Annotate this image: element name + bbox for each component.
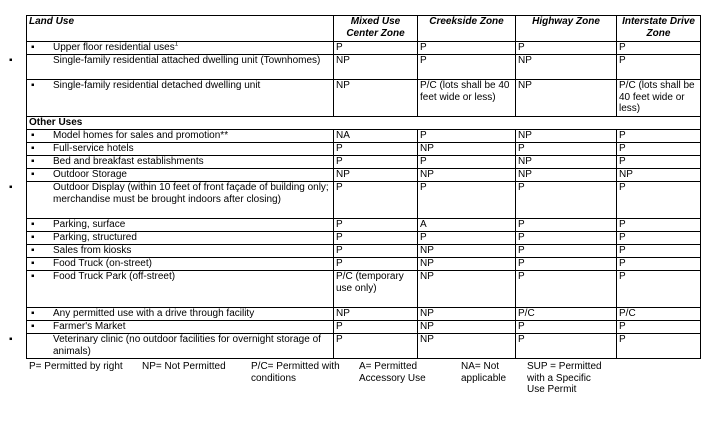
land-use-table-container <box>9 15 701 359</box>
use-cell <box>27 130 334 143</box>
bullet: ▪ <box>9 182 13 193</box>
creekside-value: P <box>418 232 516 245</box>
creekside-value: P <box>418 182 516 219</box>
mixed-use-value: P <box>334 156 418 169</box>
use-label: Outdoor Display (within 10 feet of front façade of building only; merchandise must be brought indoors after closing) <box>53 182 329 205</box>
land-use-table <box>9 15 701 359</box>
use-label: Parking, surface <box>53 219 126 230</box>
header-land-use: Land Use <box>27 16 334 42</box>
interstate-value: P/C <box>617 308 701 321</box>
creekside-value: P <box>418 55 516 80</box>
creekside-value: NP <box>418 271 516 308</box>
mixed-use-value: P <box>334 219 418 232</box>
highway-value: P <box>516 42 617 55</box>
table-row <box>27 169 701 182</box>
creekside-value: NP <box>418 334 516 359</box>
table-row <box>27 308 701 321</box>
table-row <box>27 182 701 219</box>
use-cell <box>27 219 334 232</box>
bullet: ▪ <box>31 258 35 269</box>
use-cell <box>27 245 334 258</box>
mixed-use-value: P <box>334 245 418 258</box>
highway-value: NP <box>516 80 617 117</box>
use-cell <box>27 169 334 182</box>
highway-value: P <box>516 334 617 359</box>
highway-value: NP <box>516 130 617 143</box>
use-cell <box>27 232 334 245</box>
section-row-other-uses <box>27 117 701 130</box>
highway-value: NP <box>516 169 617 182</box>
legend-permitted: P= Permitted by right <box>29 361 123 372</box>
mixed-use-value: P <box>334 182 418 219</box>
table-row <box>27 156 701 169</box>
mixed-use-value: P <box>334 258 418 271</box>
creekside-value: P <box>418 156 516 169</box>
use-label: Full-service hotels <box>53 143 134 154</box>
table-row <box>27 271 701 308</box>
table-row <box>27 245 701 258</box>
interstate-value: P <box>617 156 701 169</box>
bullet: ▪ <box>9 334 13 345</box>
bullet: ▪ <box>31 245 35 256</box>
use-label: Single-family residential detached dwelling unit <box>53 80 261 91</box>
interstate-value: NP <box>617 169 701 182</box>
legend-accessory-use: A= Permitted Accessory Use <box>359 361 426 384</box>
creekside-value: NP <box>418 169 516 182</box>
highway-value: NP <box>516 55 617 80</box>
use-label: Veterinary clinic (no outdoor facilities for overnight storage of animals) <box>53 334 321 357</box>
mixed-use-value: P/C (temporary use only) <box>334 271 418 308</box>
table-row <box>27 143 701 156</box>
legend-not-applicable: NA= Not applicable <box>461 361 507 384</box>
table-row <box>27 130 701 143</box>
header-creekside-zone: Creekside Zone <box>418 16 516 42</box>
interstate-value: P <box>617 219 701 232</box>
creekside-value: A <box>418 219 516 232</box>
creekside-value: P/C (lots shall be 40 feet wide or less) <box>418 80 516 117</box>
highway-value: P/C <box>516 308 617 321</box>
mixed-use-value: P <box>334 334 418 359</box>
use-label: Single-family residential attached dwelling unit (Townhomes) <box>53 55 321 66</box>
bullet: ▪ <box>31 308 35 319</box>
creekside-value: NP <box>418 245 516 258</box>
table-row <box>27 321 701 334</box>
mixed-use-value: P <box>334 42 418 55</box>
use-cell <box>27 271 334 308</box>
mixed-use-value: NP <box>334 80 418 117</box>
table-row <box>27 232 701 245</box>
bullet: ▪ <box>31 169 35 180</box>
mixed-use-value: NA <box>334 130 418 143</box>
interstate-value: P <box>617 232 701 245</box>
highway-value: P <box>516 271 617 308</box>
bullet: ▪ <box>31 80 35 91</box>
use-label: Food Truck Park (off-street) <box>53 271 176 282</box>
use-label: Bed and breakfast establishments <box>53 156 204 167</box>
interstate-value: P <box>617 143 701 156</box>
creekside-value: NP <box>418 308 516 321</box>
interstate-value: P <box>617 321 701 334</box>
table-row <box>27 42 701 55</box>
creekside-value: NP <box>418 321 516 334</box>
use-cell <box>27 258 334 271</box>
mixed-use-value: NP <box>334 308 418 321</box>
use-cell <box>27 156 334 169</box>
mixed-use-value: NP <box>334 169 418 182</box>
highway-value: P <box>516 182 617 219</box>
highway-value: P <box>516 232 617 245</box>
interstate-value: P <box>617 130 701 143</box>
mixed-use-value: P <box>334 143 418 156</box>
interstate-value: P <box>617 258 701 271</box>
highway-value: P <box>516 143 617 156</box>
bullet: ▪ <box>31 156 35 167</box>
table-row <box>27 80 701 117</box>
mixed-use-value: P <box>334 321 418 334</box>
highway-value: P <box>516 219 617 232</box>
bullet: ▪ <box>31 143 35 154</box>
creekside-value: P <box>418 42 516 55</box>
bullet: ▪ <box>31 321 35 332</box>
footnote-marker: 1 <box>174 41 179 48</box>
interstate-value: P <box>617 182 701 219</box>
use-cell <box>9 334 334 359</box>
creekside-value: NP <box>418 258 516 271</box>
use-cell <box>27 143 334 156</box>
mixed-use-value: NP <box>334 55 418 80</box>
table-row <box>27 334 701 359</box>
legend-specific-use-permit: SUP = Permitted with a Specific Use Permit <box>527 361 602 395</box>
header-highway-zone: Highway Zone <box>516 16 617 42</box>
interstate-value: P/C (lots shall be 40 feet wide or less) <box>617 80 701 117</box>
use-cell <box>27 308 334 321</box>
table-row <box>27 258 701 271</box>
section-label: Other Uses <box>27 117 701 130</box>
mixed-use-value: P <box>334 232 418 245</box>
use-label: Farmer's Market <box>53 321 126 332</box>
bullet: ▪ <box>31 42 35 53</box>
header-interstate-zone: Interstate Drive Zone <box>617 16 701 42</box>
header-mixed-use-zone: Mixed Use Center Zone <box>334 16 418 42</box>
highway-value: P <box>516 321 617 334</box>
bullet: ▪ <box>31 130 35 141</box>
creekside-value: NP <box>418 143 516 156</box>
highway-value: P <box>516 258 617 271</box>
interstate-value: P <box>617 55 701 80</box>
use-label: Parking, structured <box>53 232 137 243</box>
use-cell <box>9 55 334 80</box>
use-cell <box>27 80 334 117</box>
bullet: ▪ <box>31 219 35 230</box>
use-label: Any permitted use with a drive through facility <box>53 308 255 319</box>
legend-not-permitted: NP= Not Permitted <box>142 361 226 372</box>
interstate-value: P <box>617 245 701 258</box>
legend-permitted-with-conditions: P/C= Permitted with conditions <box>251 361 340 384</box>
use-cell <box>27 321 334 334</box>
use-label: Model homes for sales and promotion** <box>53 130 229 141</box>
interstate-value: P <box>617 271 701 308</box>
use-label: Outdoor Storage <box>53 169 127 180</box>
bullet: ▪ <box>31 232 35 243</box>
highway-value: P <box>516 245 617 258</box>
highway-value: NP <box>516 156 617 169</box>
bullet: ▪ <box>9 55 13 66</box>
use-cell <box>9 182 334 219</box>
use-label: Food Truck (on-street) <box>53 258 152 269</box>
bullet: ▪ <box>31 271 35 282</box>
use-cell <box>27 42 334 55</box>
table-row <box>27 219 701 232</box>
header-row <box>27 16 701 42</box>
table-row <box>27 55 701 80</box>
use-label: Upper floor residential uses <box>53 42 175 53</box>
interstate-value: P <box>617 42 701 55</box>
interstate-value: P <box>617 334 701 359</box>
use-label: Sales from kiosks <box>53 245 132 256</box>
creekside-value: P <box>418 130 516 143</box>
